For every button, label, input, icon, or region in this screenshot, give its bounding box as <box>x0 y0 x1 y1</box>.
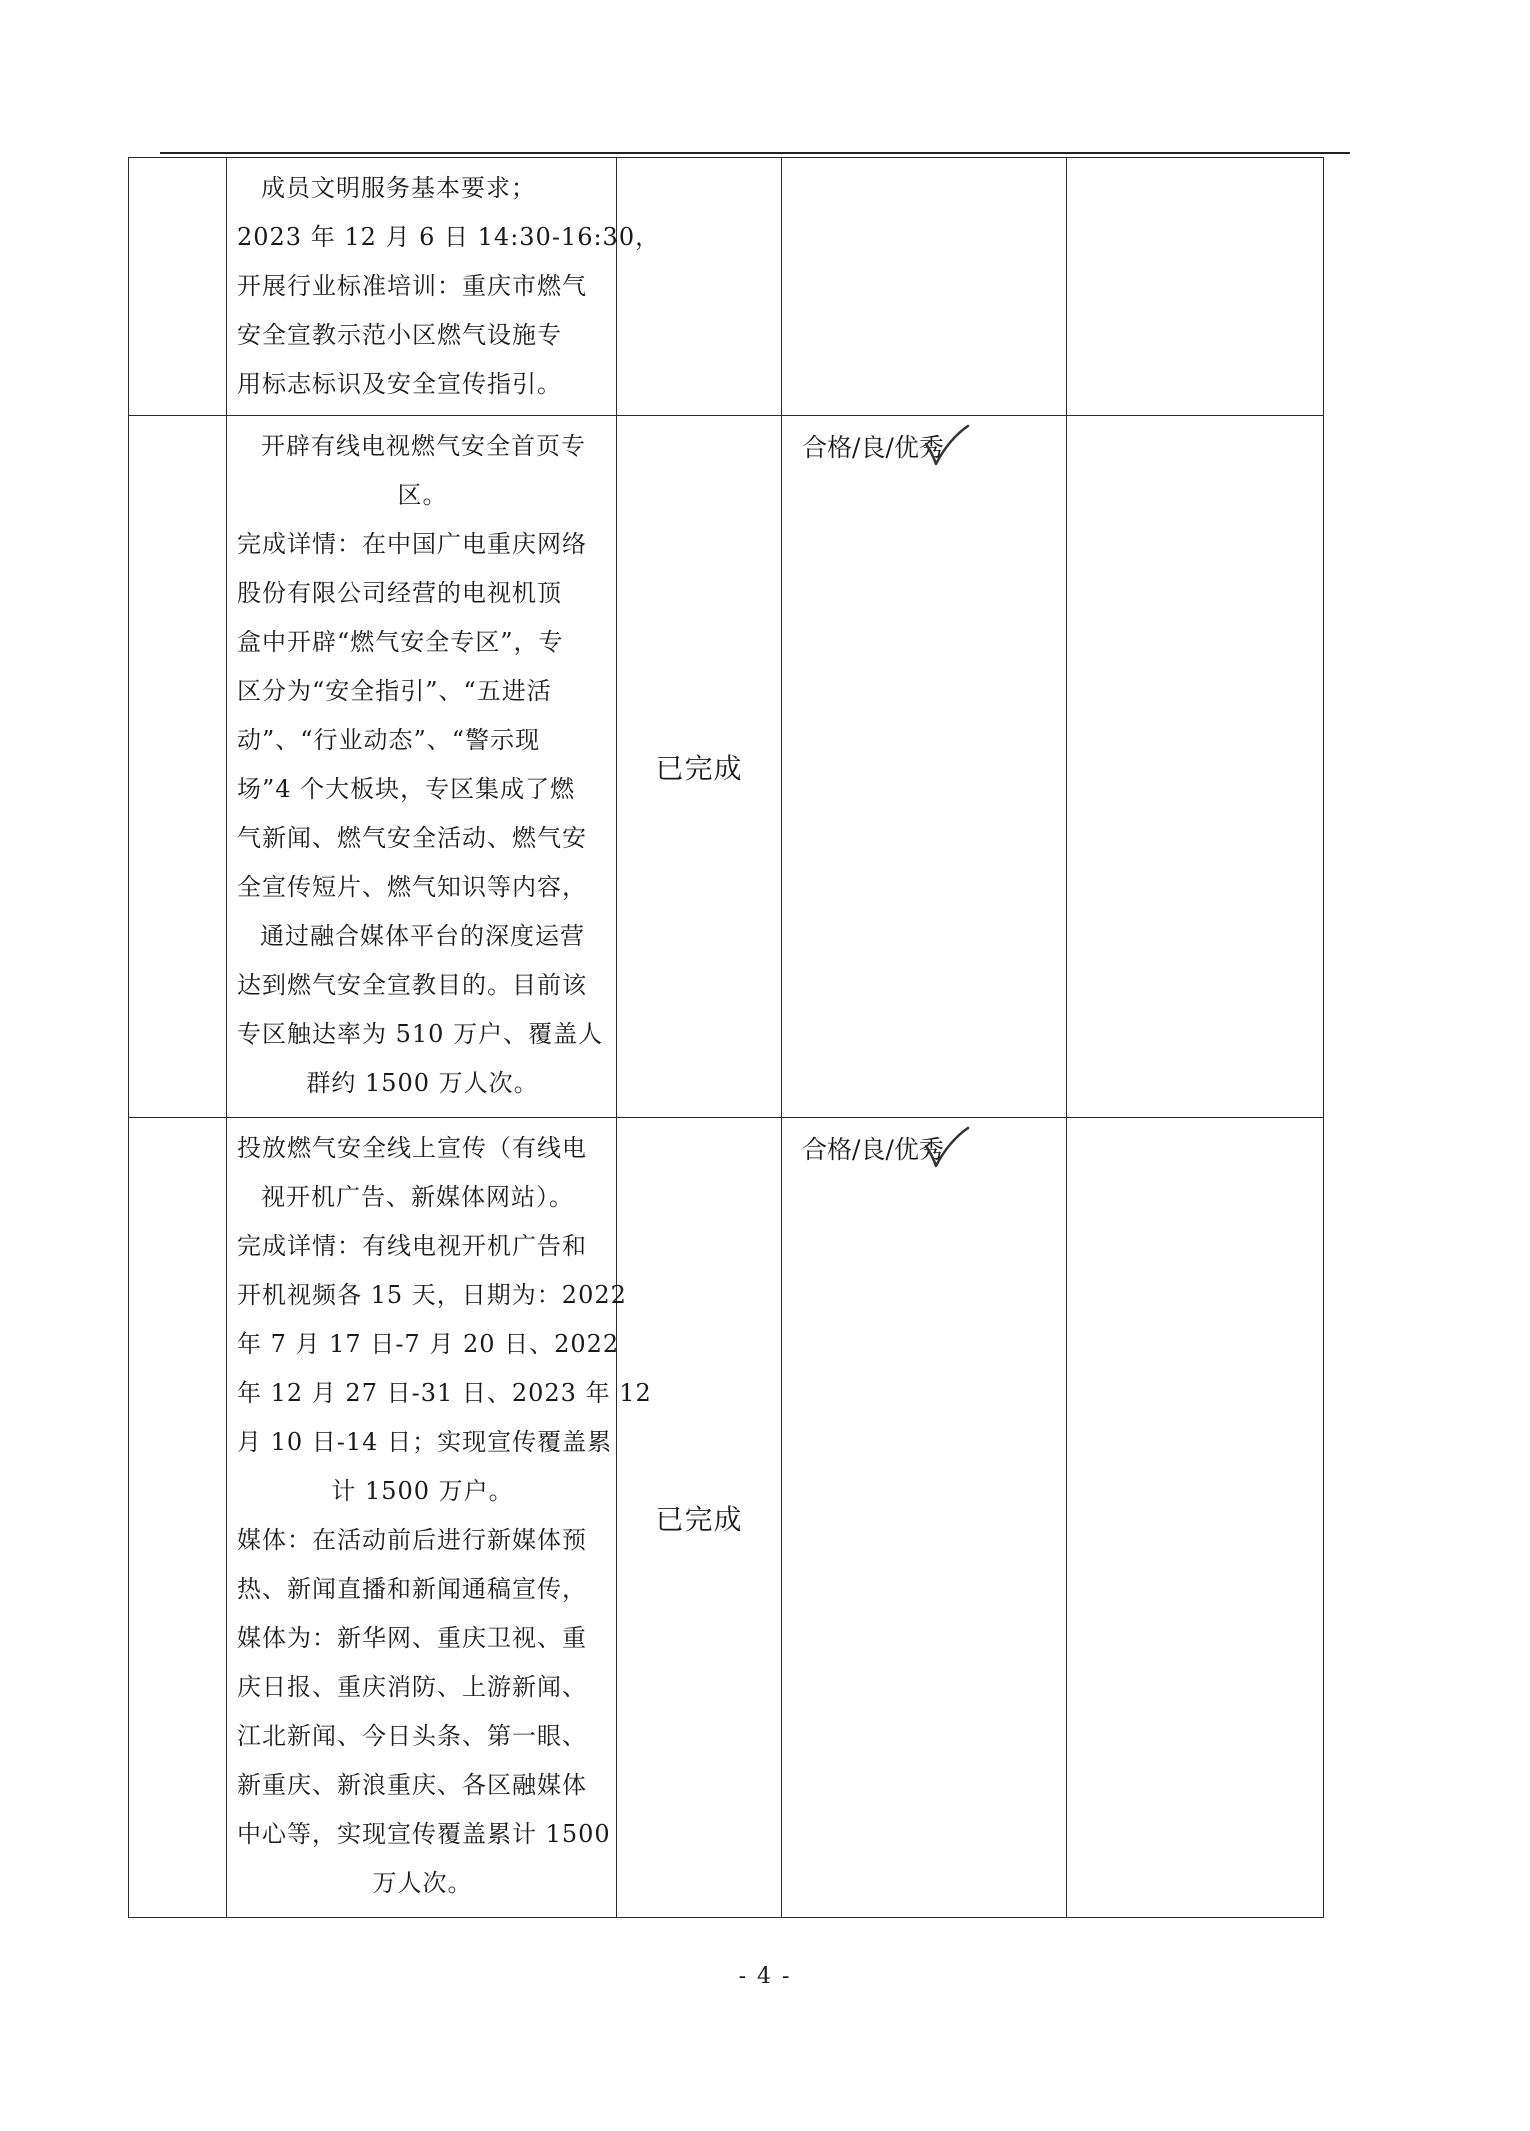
evaluation-table <box>128 157 1324 1918</box>
remark-cell <box>1067 1118 1324 1918</box>
index-cell <box>129 416 227 1118</box>
content-line: 庆日报、重庆消防、上游新闻、 <box>237 1673 587 1701</box>
content-line: 区。 <box>397 481 448 509</box>
page-number: - 4 - <box>738 1964 792 1989</box>
content-line: 开机视频各 15 天，日期为：2022 <box>237 1281 627 1309</box>
content-cell <box>227 416 617 1118</box>
content-line: 通过融合媒体平台的深度运营 <box>260 922 585 950</box>
top-rule <box>160 152 1350 154</box>
content-line: 盒中开辟“燃气安全专区”，专 <box>237 628 564 656</box>
content-cell <box>227 158 661 416</box>
rating-options <box>802 1130 944 1166</box>
table-row <box>129 1118 1324 1918</box>
content-line: 场”4 个大板块，专区集成了燃 <box>237 775 576 803</box>
content-line: 动”、“行业动态”、“警示现 <box>237 726 541 754</box>
content-cell <box>227 1118 652 1918</box>
content-line: 投放燃气安全线上宣传（有线电 <box>237 1134 587 1162</box>
rating-cell <box>782 158 1067 416</box>
content-line: 年 12 月 27 日-31 日、2023 年 12 <box>237 1379 652 1407</box>
status-cell <box>617 416 782 1118</box>
status-cell <box>617 1118 782 1918</box>
remark-cell <box>1067 416 1324 1118</box>
checkmark-icon <box>922 1124 970 1170</box>
status-text: 已完成 <box>655 1502 743 1536</box>
content-line: 开展行业标准培训：重庆市燃气 <box>237 272 587 300</box>
rating-text: 合格/良/优秀 <box>802 1135 944 1164</box>
content-line: 成员文明服务基本要求； <box>261 174 536 202</box>
content-line: 江北新闻、今日头条、第一眼、 <box>237 1722 587 1750</box>
content-line: 万人次。 <box>372 1869 473 1897</box>
content-line: 用标志标识及安全宣传指引。 <box>237 370 562 398</box>
content-line: 安全宣教示范小区燃气设施专 <box>237 321 562 349</box>
content-line: 完成详情：有线电视开机广告和 <box>237 1232 587 1260</box>
content-line: 媒体：在活动前后进行新媒体预 <box>237 1526 587 1554</box>
content-line: 2023 年 12 月 6 日 14:30-16:30， <box>237 223 661 251</box>
content-line: 开辟有线电视燃气安全首页专 <box>261 432 586 460</box>
checkmark-icon <box>922 422 970 468</box>
content-line: 专区触达率为 510 万户、覆盖人 <box>237 1020 604 1048</box>
index-cell <box>129 1118 227 1918</box>
table-row <box>129 158 1324 416</box>
content-line: 完成详情：在中国广电重庆网络 <box>237 530 587 558</box>
content-line: 热、新闻直播和新闻通稿宣传， <box>237 1575 587 1603</box>
content-line: 群约 1500 万人次。 <box>306 1069 539 1097</box>
content-line: 达到燃气安全宣教目的。目前该 <box>237 971 587 999</box>
content-line: 气新闻、燃气安全活动、燃气安 <box>237 824 587 852</box>
content-line: 计 1500 万户。 <box>331 1477 514 1505</box>
table-row <box>129 416 1324 1118</box>
content-line: 股份有限公司经营的电视机顶 <box>237 579 562 607</box>
status-text: 已完成 <box>655 751 743 785</box>
content-line: 年 7 月 17 日-7 月 20 日、2022 <box>237 1330 620 1358</box>
rating-cell <box>782 416 1067 1118</box>
status-cell <box>617 158 782 416</box>
rating-cell <box>782 1118 1067 1918</box>
index-cell <box>129 158 227 416</box>
content-line: 新重庆、新浪重庆、各区融媒体 <box>237 1771 587 1799</box>
content-line: 媒体为：新华网、重庆卫视、重 <box>237 1624 587 1652</box>
content-line: 月 10 日-14 日；实现宣传覆盖累 <box>237 1428 613 1456</box>
content-line: 中心等，实现宣传覆盖累计 1500 <box>237 1820 611 1848</box>
content-line: 全宣传短片、燃气知识等内容， <box>237 873 587 901</box>
content-line: 视开机广告、新媒体网站）。 <box>261 1183 574 1211</box>
rating-options <box>802 428 944 464</box>
rating-text: 合格/良/优秀 <box>802 433 944 462</box>
remark-cell <box>1067 158 1324 416</box>
content-line: 区分为“安全指引”、“五进活 <box>237 677 552 705</box>
